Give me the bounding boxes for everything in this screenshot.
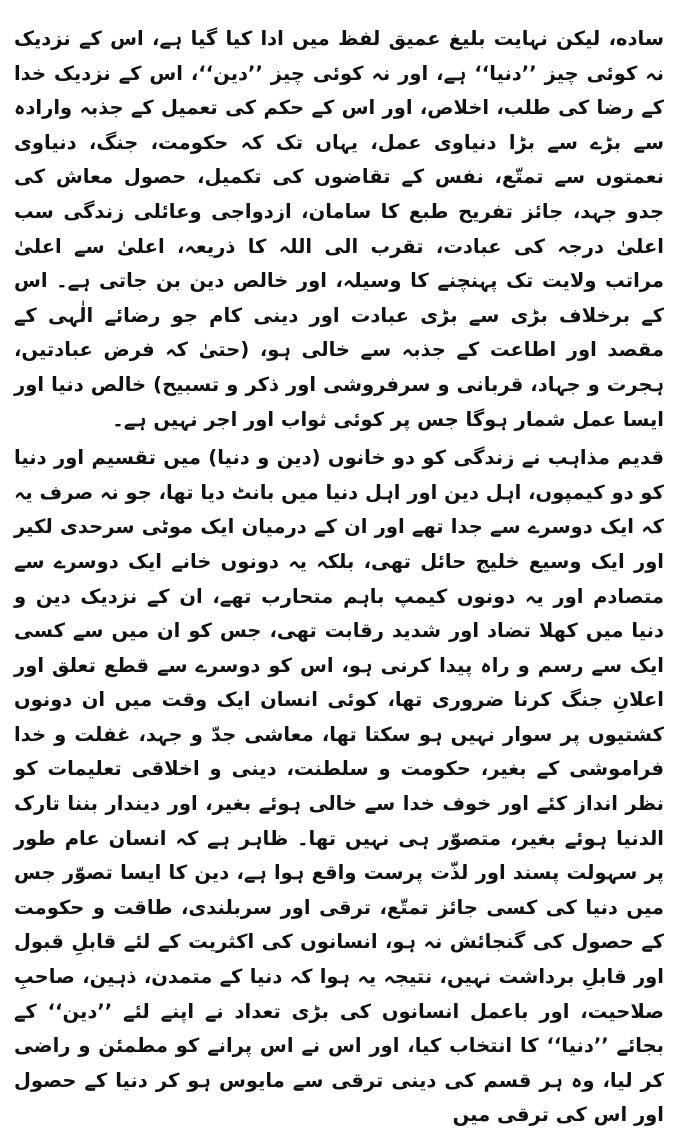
urdu-text-body (14, 22, 664, 1133)
paragraph-1: ساده، لیکن نہایت بلیغ عمیق لفظ میں ادا کیا گیا ہے، اس کے نزدیک نہ کوئی چیز ’’دنیا‘‘ ہے، اور نہ کوئی چیز ’’دین‘‘، اس کے نزدیک خدا کے رضا کی طلب، اخلاص، اور اس کے حکم کی تعمیل کے جذبہ وارادہ سے بڑے سے بڑا دنیاوی عمل، یہاں تک کہ حکومت، جنگ، دنیاوی نعمتوں سے تمتّع، نفس کے تقاضوں کی تکمیل، حصول معاش کی جدو جہد، جائز تفریح طبع کا سامان، ازدواجی وعائلی زندگی سب اعلیٰ درجہ کی عبادت، تقرب الی اللہ کا ذریعہ، اعلیٰ سے اعلیٰ مراتب ولایت تک پہنچنے کا وسیلہ، اور خالص دین بن جاتی ہے۔ اس کے برخلاف بڑی سے بڑی عبادت اور دینی کام جو رضائے الٰہی کے مقصد اور اطاعت کے جذبہ سے خالی ہو، (حتیٰ کہ فرض عبادتیں، ہجرت و جہاد، قربانی و سرفروشی اور ذکر و تسبیح) خالص دنیا اور ایسا عمل شمار ہوگا جس پر کوئی ثواب اور اجر نہیں ہے۔ (14, 27, 664, 431)
paragraph-2: قدیم مذاہب نے زندگی کو دو خانوں (دین و دنیا) میں تقسیم اور دنیا کو دو کیمپوں، اہل دین اور اہل دنیا میں بانٹ دیا تھا، جو نہ صرف یہ کہ ایک دوسرے سے جدا تھے اور ان کے درمیان ایک موٹی سرحدی لکیر اور ایک وسیع خلیج حائل تھی، بلکہ یہ دونوں خانے ایک دوسرے سے متصادم اور یہ دونوں کیمپ باہم متحارب تھے، ان کے نزدیک دین و دنیا میں کھلا تضاد اور شدید رقابت تھی، جس کو ان میں سے کسی ایک سے رسم و راہ پیدا کرنی ہو، اس کو دوسرے سے قطع تعلق اور اعلانِ جنگ کرنا ضروری تھا، کوئی انسان ایک وقت میں ان دونوں کشتیوں پر سوار نہیں ہو سکتا تھا، معاشی جدّ و جہد، غفلت و خدا فراموشی کے بغیر، حکومت و سلطنت، دینی و اخلاقی تعلیمات کو نظر انداز کئے اور خوف خدا سے خالی ہوئے بغیر، اور دیندار بننا تارک الدنیا ہوئے بغیر، متصوّر ہی نہیں تھا۔ ظاہر ہے کہ انسان عام طور پر سہولت پسند اور لذّت پرست واقع ہوا ہے، دین کا ایسا تصوّر جس میں دنیا کی کسی جائز تمتّع، ترقی اور سربلندی، طاقت و حکومت کے حصول کی گنجائش نہ ہو، انسانوں کی اکثریت کے لئے قابلِ قبول اور قابلِ برداشت نہیں، نتیجہ یہ ہوا کہ دنیا کے متمدن، ذہین، صاحبِ صلاحیت، اور باعمل انسانوں کی بڑی تعداد نے اپنے لئے ’’دین‘‘ کے بجائے ’’دنیا‘‘ کا انتخاب کیا، اور اس نے اس پرانے کو مطمئن و راضی کر لیا، وہ ہر قسم کی دینی ترقی سے مایوس ہو کر دنیا کے حصول اور اس کی ترقی میں (14, 446, 664, 1127)
